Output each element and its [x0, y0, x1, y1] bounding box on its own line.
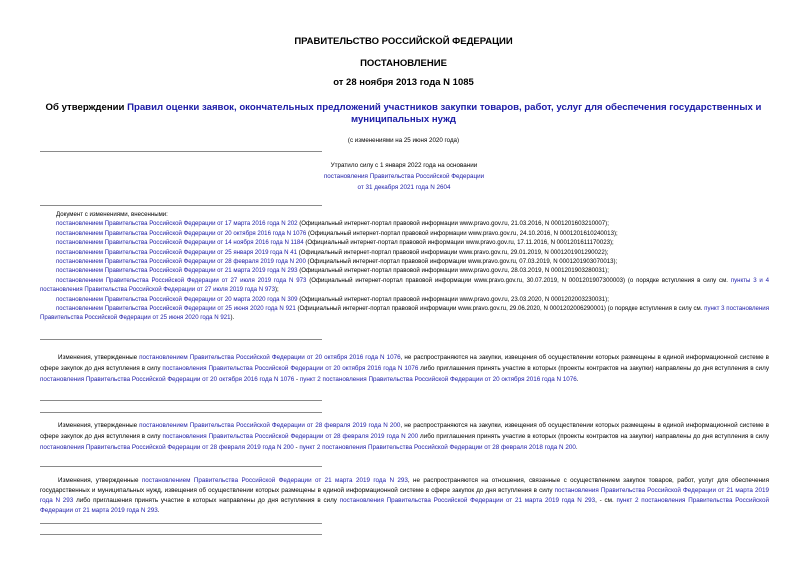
list-item: [40, 219, 769, 228]
divider: [40, 523, 322, 524]
amendment-source: (Официальный интернет-портал правовой информации www.pravo.gov.ru, 24.10.2016, N 0001201610240013);: [306, 229, 618, 237]
effective-order-link[interactable]: пункт 3 постановления Правительства Российской Федерации от 25 июня 2020 года N 921: [40, 305, 770, 322]
list-item: [40, 238, 769, 247]
list-item: [40, 257, 769, 266]
note-text: Изменения, утвержденные: [58, 422, 140, 429]
effective-order-link[interactable]: пункты 3 и 4 постановления Правительства Российской Федерации от 27 июля 2019 года N 973: [40, 276, 769, 294]
note-link[interactable]: постановлением Правительства Российской Федерации от 21 марта 2019 года N 293: [141, 477, 408, 484]
amendment-source: (Официальный интернет-портал правовой информации www.pravo.gov.ru, 17.11.2016, N 0001201611170023);: [303, 239, 614, 247]
amendment-link[interactable]: постановлением Правительства Российской Федерации от 27 июля 2019 года N 973: [56, 276, 307, 284]
note-text: либо приглашения принять участие в которых (проекты контрактов на закупки) направлены до дня вступления в силу: [418, 365, 769, 372]
expiry-notice: [254, 160, 554, 193]
amendment-source: (Официальный интернет-портал правовой информации www.pravo.gov.ru, 29.06.2020, N 0001202006290001) (о порядке вступления в силу см.: [295, 305, 705, 313]
amendment-source: (Официальный интернет-портал правовой информации www.pravo.gov.ru, 30.07.2019, N 0001201907300003) (о порядке вступления в силу см.: [306, 276, 731, 284]
amendment-link[interactable]: постановлением Правительства Российской Федерации от 17 марта 2016 года N 202: [56, 220, 298, 228]
note-link[interactable]: постановления Правительства Российской Федерации от 21 марта 2019 года N 293: [339, 497, 596, 504]
note-text: , не распространяются на закупки, извещения об осуществлении которых размещены в единой информационной системе в сфере закупок до дня вступления в силу: [40, 422, 769, 440]
amendment-end: ).: [230, 314, 235, 322]
note-link[interactable]: постановления Правительства Российской Федерации от 28 февраля 2019 года N 200: [40, 444, 294, 451]
note-text: .: [575, 444, 578, 451]
note-text: , - см.: [595, 497, 617, 504]
amendment-source: (Официальный интернет-портал правовой информации www.pravo.gov.ru, 23.03.2020, N 0001202003230031);: [297, 295, 609, 303]
note-text: .: [157, 507, 160, 514]
government-heading: ПРАВИТЕЛЬСТВО РОССИЙСКОЙ ФЕДЕРАЦИИ: [294, 36, 513, 47]
note-paragraph: [40, 420, 769, 453]
document-type: ПОСТАНОВЛЕНИЕ: [360, 58, 447, 69]
divider: [40, 339, 322, 340]
note-link[interactable]: постановления Правительства Российской Федерации от 20 октября 2016 года N 1076: [40, 376, 295, 383]
note-link[interactable]: постановлением Правительства Российской Федерации от 20 октября 2016 года N 1076: [139, 354, 401, 361]
amendment-end: );: [274, 286, 279, 294]
note-paragraph: [40, 476, 769, 516]
amendments-heading: Документ с изменениями, внесенными:: [56, 211, 168, 218]
amendment-source: (Официальный интернет-портал правовой информации www.pravo.gov.ru, 29.01.2019, N 0001201901290022);: [297, 248, 609, 256]
divider: [40, 205, 322, 206]
amendment-link[interactable]: постановлением Правительства Российской Федерации от 20 марта 2020 года N 309: [56, 295, 298, 303]
amendment-link[interactable]: постановлением Правительства Российской Федерации от 28 февраля 2019 года N 200: [56, 258, 306, 266]
amendment-link[interactable]: постановлением Правительства Российской Федерации от 21 марта 2019 года N 293: [56, 267, 298, 275]
expiry-link-line1[interactable]: постановления Правительства Российской Федерации: [323, 173, 485, 180]
expiry-link-line2[interactable]: от 31 декабря 2021 года N 2604: [357, 184, 451, 191]
list-item: [40, 304, 769, 323]
title-prefix: Об утверждении: [45, 102, 128, 113]
amendment-source: (Официальный интернет-портал правовой информации www.pravo.gov.ru, 07.03.2019, N 0001201903070013);: [305, 258, 618, 266]
note-text: , не распространяются на закупки, извещения об осуществлении которых размещены в единой информационной системе в сфере закупок до дня вступления в силу: [40, 354, 770, 372]
divider: [40, 534, 322, 535]
list-item: [40, 276, 769, 295]
amendment-source: (Официальный интернет-портал правовой информации www.pravo.gov.ru, 28.03.2019, N 0001201903280031);: [297, 267, 609, 275]
note-text: Изменения, утвержденные: [58, 354, 140, 361]
list-item: [40, 248, 769, 257]
amendment-link[interactable]: постановлением Правительства Российской Федерации от 25 января 2019 года N 41: [56, 248, 298, 256]
note-link[interactable]: пункт 2 постановления Правительства Российской Федерации от 28 февраля 2018 года N 200: [299, 444, 576, 451]
note-text: либо приглашения принять участие в которых направлены до дня вступления в силу: [73, 497, 340, 504]
amendments-list: [40, 210, 769, 323]
divider: [40, 466, 322, 467]
divider: [40, 412, 322, 413]
note-text: -: [293, 444, 300, 451]
document-date-number: от 28 ноября 2013 года N 1085: [333, 77, 474, 88]
amendment-link[interactable]: постановлением Правительства Российской Федерации от 20 октября 2016 года N 1076: [56, 229, 307, 237]
note-paragraph: [40, 352, 769, 385]
title-link[interactable]: Правил оценки заявок, окончательных предложений участников закупки товаров, работ, услуг для обеспечения государственных и муниципальных нужд: [127, 102, 762, 125]
note-link[interactable]: постановления Правительства Российской Федерации от 21 марта 2019 года N 293: [40, 487, 769, 504]
document-title: [40, 102, 767, 126]
divider: [40, 400, 322, 401]
expiry-text: Утратило силу с 1 января 2022 года на основании: [330, 162, 478, 169]
list-item: [40, 229, 769, 238]
amendment-link[interactable]: постановлением Правительства Российской Федерации от 14 ноября 2016 года N 1184: [56, 239, 304, 247]
note-text: , не распространяются на отношения, связанные с осуществлением закупок товаров, работ, услуг для обеспечения государственных и муниципальных нужд, извещения об осуществлении которых размещены в единой информационной системе в сфере закупок до дня вступления в силу: [40, 477, 769, 494]
note-link[interactable]: пункт 2 постановления Правительства Российской Федерации от 21 марта 2019 года N 293: [40, 497, 769, 514]
note-text: .: [576, 376, 579, 383]
note-text: Изменения, утвержденные: [58, 477, 142, 484]
divider: [40, 151, 322, 152]
list-item: [40, 295, 769, 304]
note-link[interactable]: пункт 2 постановления Правительства Российской Федерации от 20 октября 2016 года N 1076: [299, 376, 577, 383]
note-text: -: [294, 376, 300, 383]
note-text: либо приглашения принять участие в которых (проекты контрактов на закупки) направлены до дня вступления в силу: [418, 433, 769, 440]
amendment-source: (Официальный интернет-портал правовой информации www.pravo.gov.ru, 21.03.2016, N 0001201603210007);: [297, 220, 609, 228]
amendment-link[interactable]: постановлением Правительства Российской Федерации от 25 июня 2020 года N 921: [56, 305, 296, 313]
revision-note: (с изменениями на 25 июня 2020 года): [347, 137, 460, 144]
note-link[interactable]: постановлением Правительства Российской Федерации от 28 февраля 2019 года N 200: [139, 422, 401, 429]
note-link[interactable]: постановления Правительства Российской Федерации от 20 октября 2016 года N 1076: [162, 365, 419, 372]
note-link[interactable]: постановления Правительства Российской Федерации от 28 февраля 2019 года N 200: [162, 433, 419, 440]
list-item: [40, 266, 769, 275]
